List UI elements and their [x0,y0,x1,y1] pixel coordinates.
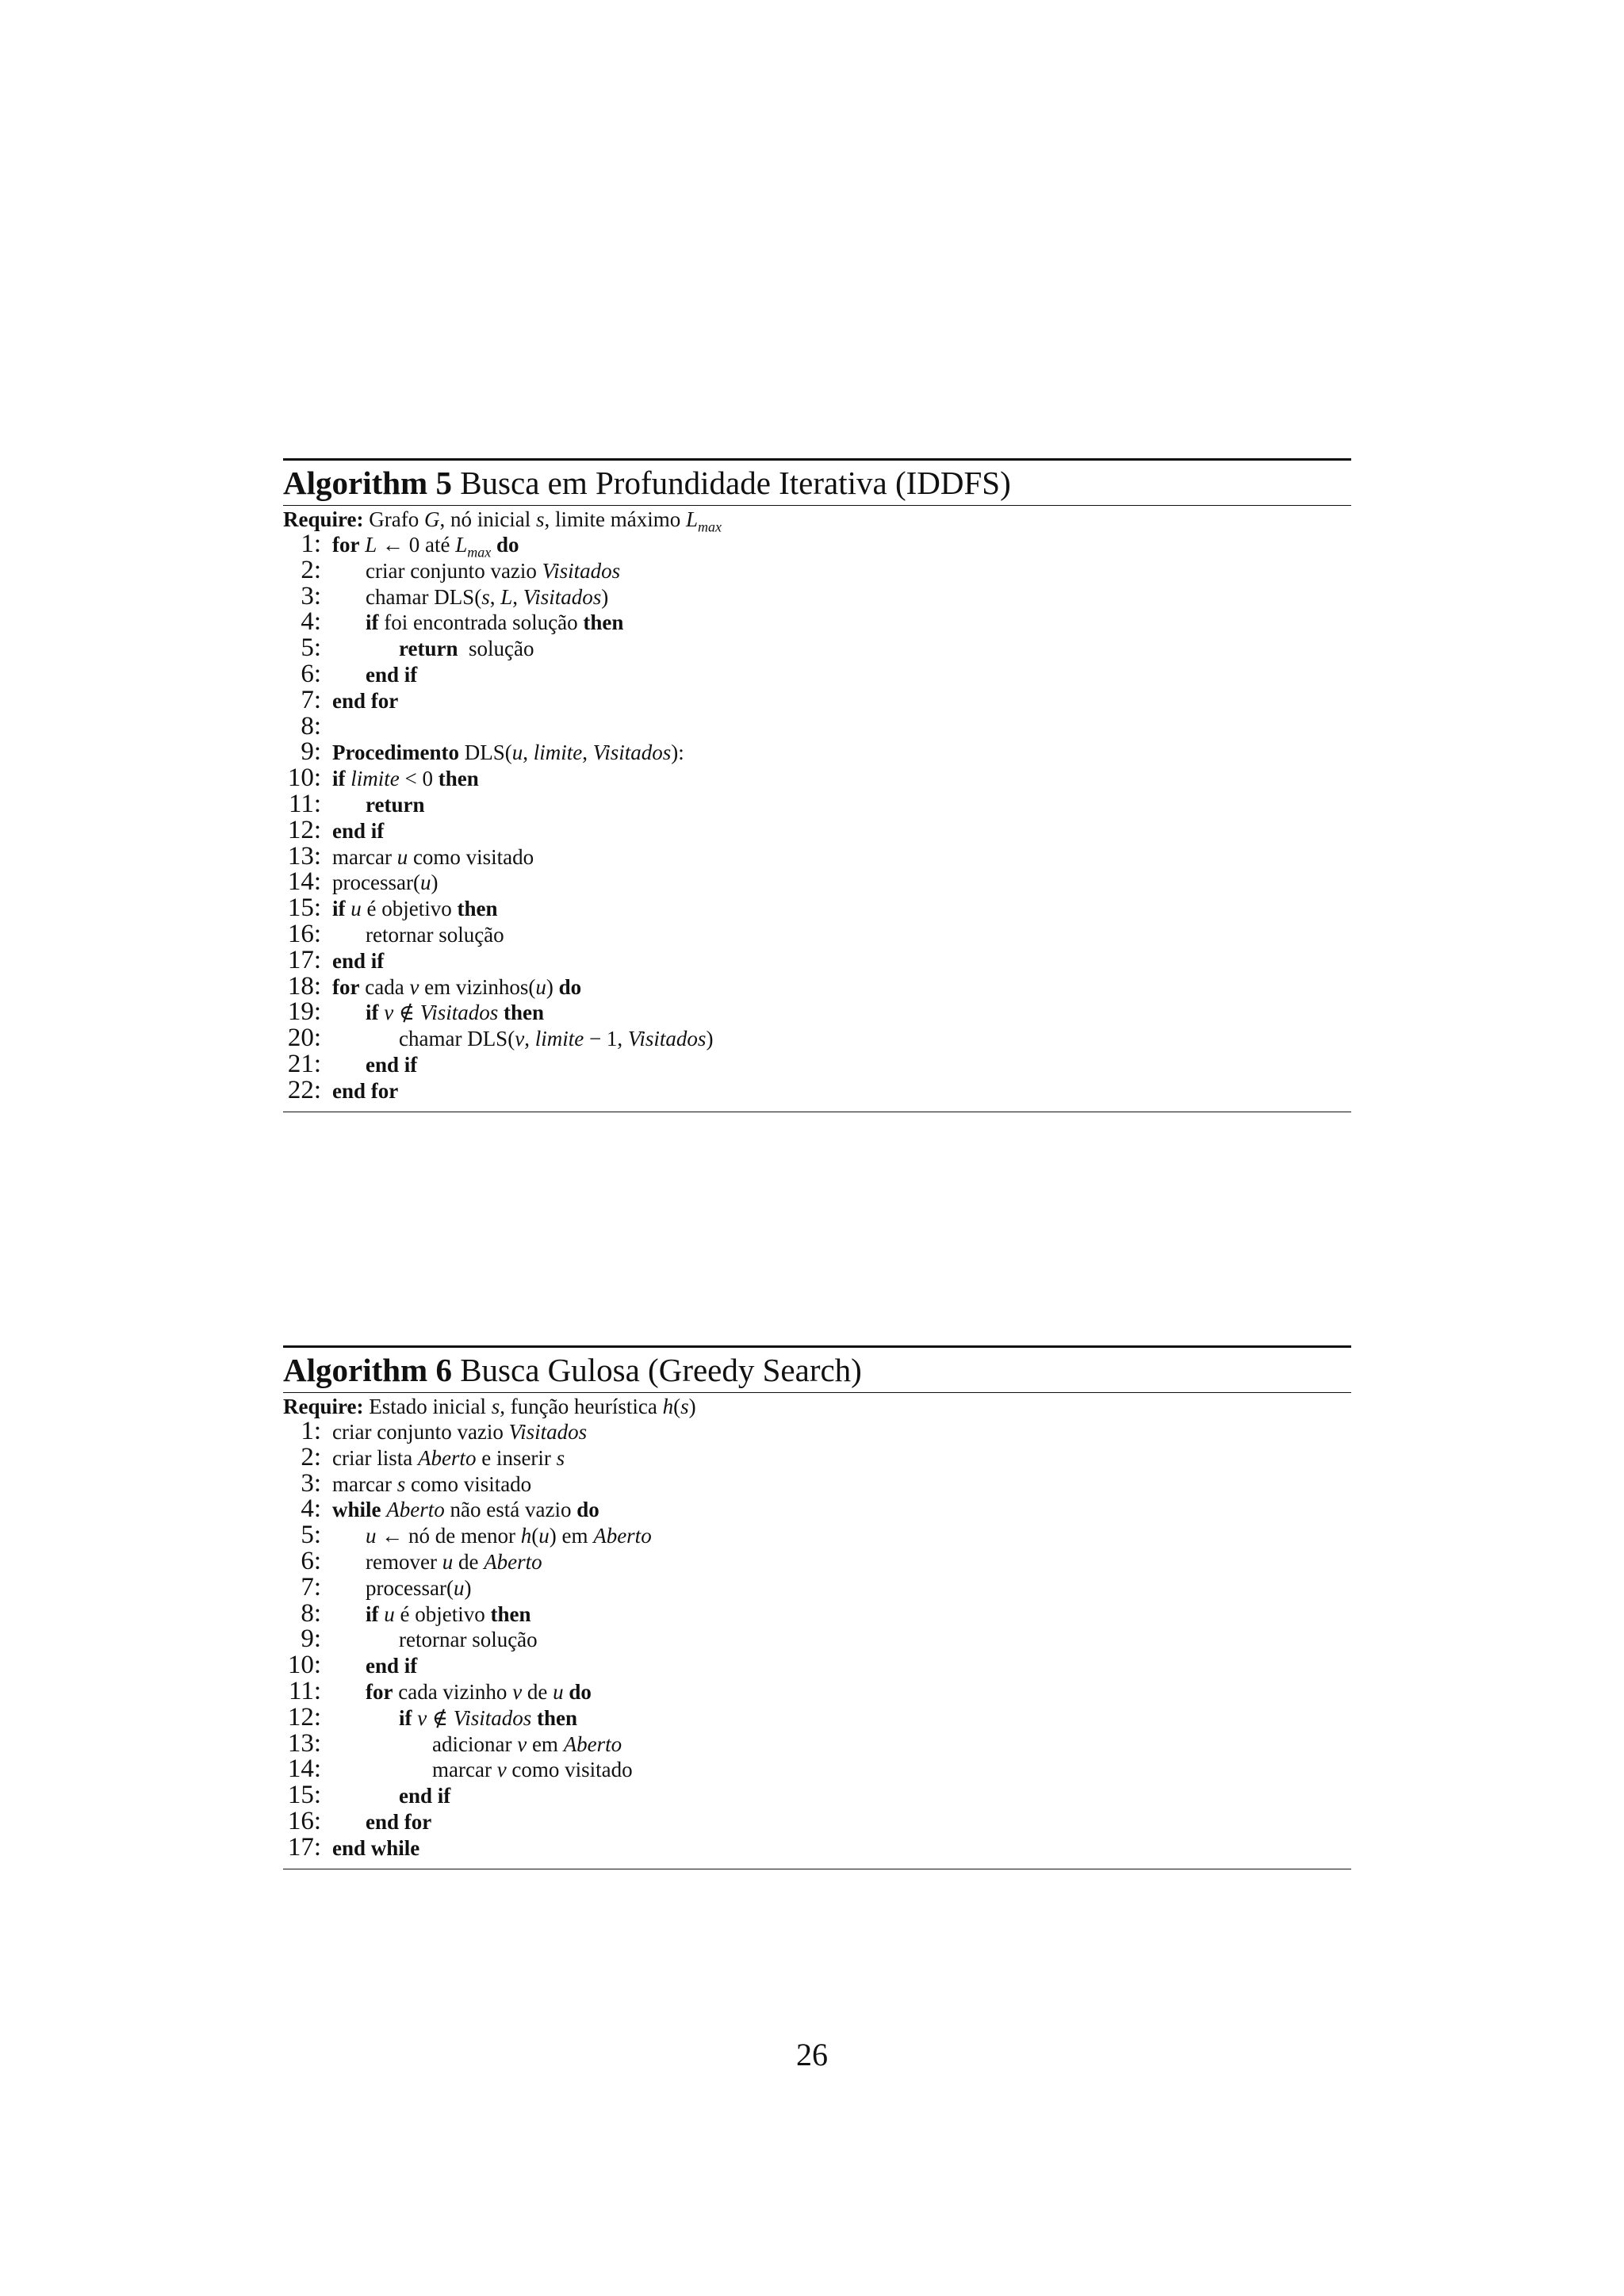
algorithm-line [283,687,1351,714]
line-number: 22: [287,1075,321,1104]
line-number: 3: [301,581,321,610]
algorithm-require [283,1393,1351,1418]
line-content: if u é objetivo then [366,1601,531,1626]
line-content: for L ← 0 até $L_{max}$ do [332,533,519,561]
algorithm-line [283,1496,1351,1522]
line-number: 12: [287,815,321,844]
algorithm-6-block [283,1345,1351,1869]
line-content: end for [366,1809,432,1834]
line-number: 1: [301,1417,321,1445]
line-content: end while [332,1835,420,1860]
algorithm-line [283,711,1351,740]
line-number: 13: [287,1728,321,1758]
line-number: 8: [301,1598,321,1628]
algorithm-line [283,1728,1351,1758]
algorithm-line [283,1702,1351,1732]
line-content: end for [332,1078,399,1103]
algorithm-line [283,1598,1351,1628]
algorithm-line [283,1626,1351,1652]
line-content: return solução [399,637,534,661]
algorithm-line [283,1832,1351,1862]
line-content: end if [399,1784,451,1808]
algorithm-line [283,841,1351,871]
algorithm-line [283,765,1351,791]
algorithm-require [283,506,1351,535]
algorithm-line [283,1572,1351,1601]
line-number: 4: [301,607,321,637]
line-content: processar(u) [332,871,439,895]
algorithm-line [283,791,1351,817]
algorithm-lines [283,531,1351,1104]
line-number: 19: [287,997,321,1027]
line-content: adicionar v em Aberto [432,1732,622,1756]
line-content: marcar u como visitado [332,844,534,869]
algorithm-line [283,999,1351,1025]
line-content: marcar v como visitado [432,1758,633,1782]
algorithm-caption [283,461,1351,505]
line-number: 17: [287,1832,321,1862]
line-content: end if [366,1052,418,1077]
line-number: 5: [301,633,321,663]
line-content: criar conjunto vazio Visitados [332,1420,588,1444]
line-number: 12: [287,1702,321,1732]
line-number: 7: [301,1572,321,1601]
algorithm-line [283,1782,1351,1808]
line-number: 6: [301,1546,321,1575]
page-number: 26 [796,2037,828,2072]
line-number: 1: [301,530,321,558]
line-content: end if [332,948,385,973]
line-number: 7: [301,685,321,714]
algorithm-line [283,971,1351,1001]
line-number: 16: [287,919,321,948]
algorithm-line [283,895,1351,921]
algorithm-line [283,1025,1351,1051]
line-number: 14: [287,1755,321,1784]
algorithm-line [283,869,1351,895]
algorithm-line [283,921,1351,947]
line-number: 6: [301,659,321,688]
algorithm-line [283,661,1351,687]
line-content: marcar s como visitado [332,1471,532,1496]
line-content: remover u de Aberto [366,1549,542,1574]
line-number: 4: [301,1494,321,1524]
line-number: 18: [287,971,321,1001]
require-label: Require: [283,1395,364,1418]
require-text: Estado inicial s, função heurística h(s) [369,1395,696,1418]
line-number: 8: [301,711,321,740]
line-number: 20: [287,1024,321,1053]
line-content: return [366,792,425,817]
require-label: Require: [283,507,364,531]
line-content: end if [366,1654,418,1678]
algorithm-line [283,947,1351,974]
line-number: 5: [301,1521,321,1550]
line-content: processar(u) [366,1575,472,1600]
line-number: 2: [301,555,321,584]
algorithm-line [283,1808,1351,1835]
line-content: while Aberto não está vazio do [332,1498,599,1522]
line-content: end if [332,818,385,843]
line-content: retornar solução [366,922,504,947]
line-content: Procedimento DLS(u, limite, Visitados): [332,740,684,765]
line-number: 10: [287,763,321,793]
line-content: if foi encontrada solução then [366,610,624,635]
algorithm-line [283,739,1351,765]
line-content: u ← nó de menor h(u) em Aberto [366,1524,652,1548]
line-content: end if [366,662,418,687]
line-content: for cada v em vizinhos(u) do [332,974,582,999]
algorithm-line [283,1418,1351,1445]
line-number: 11: [289,1676,321,1705]
line-content: if v ∉ Visitados then [366,1001,545,1025]
line-content: for cada vizinho v de u do [366,1679,592,1704]
line-number: 3: [301,1468,321,1498]
algorithm-label: Algorithm 5 [283,465,452,501]
algorithm-line [283,1468,1351,1498]
line-number: 13: [287,841,321,871]
algorithm-line [283,635,1351,661]
algorithm-line [283,530,1351,561]
algorithm-line [283,1442,1351,1471]
line-number: 17: [287,945,321,974]
line-content: if v ∉ Visitados then [399,1705,578,1730]
line-content: if limite < 0 then [332,767,479,791]
algorithm-line [283,1077,1351,1104]
algorithm-line [283,1522,1351,1548]
line-number: 10: [287,1651,321,1680]
algorithm-line [283,1756,1351,1782]
algorithm-line [283,1652,1351,1678]
line-content: chamar DLS(s, L, Visitados) [366,584,609,609]
algorithm-label: Algorithm 6 [283,1352,452,1388]
algorithm-line [283,817,1351,844]
algorithm-line [283,1548,1351,1575]
algorithm-title: Busca em Profundidade Iterativa (IDDFS) [460,465,1011,501]
algorithm-lines [283,1418,1351,1861]
algorithm-line [283,557,1351,584]
line-number: 11: [289,789,321,818]
algorithm-line [283,581,1351,610]
line-content: if u é objetivo then [332,897,498,921]
line-content: criar lista Aberto e inserir s [332,1445,565,1470]
line-content: retornar solução [399,1628,538,1652]
line-content: criar conjunto vazio Visitados [366,558,621,583]
require-text: Grafo G, nó inicial s, limite máximo $L_{max}$ [369,507,722,535]
line-content: end for [332,688,399,713]
algorithm-line [283,1051,1351,1077]
algorithm-line [283,609,1351,635]
line-number: 21: [287,1049,321,1078]
line-number: 15: [287,1781,321,1810]
line-number: 16: [287,1806,321,1835]
line-content: chamar DLS(v, limite − 1, Visitados) [399,1027,714,1051]
algorithm-caption [283,1348,1351,1392]
line-number: 15: [287,894,321,923]
line-number: 14: [287,867,321,897]
line-number: 2: [301,1442,321,1471]
algorithm-line [283,1678,1351,1705]
algorithm-5-block [283,458,1351,1112]
line-number: 9: [301,737,321,767]
line-number: 9: [301,1624,321,1654]
algorithm-title: Busca Gulosa (Greedy Search) [460,1352,862,1388]
